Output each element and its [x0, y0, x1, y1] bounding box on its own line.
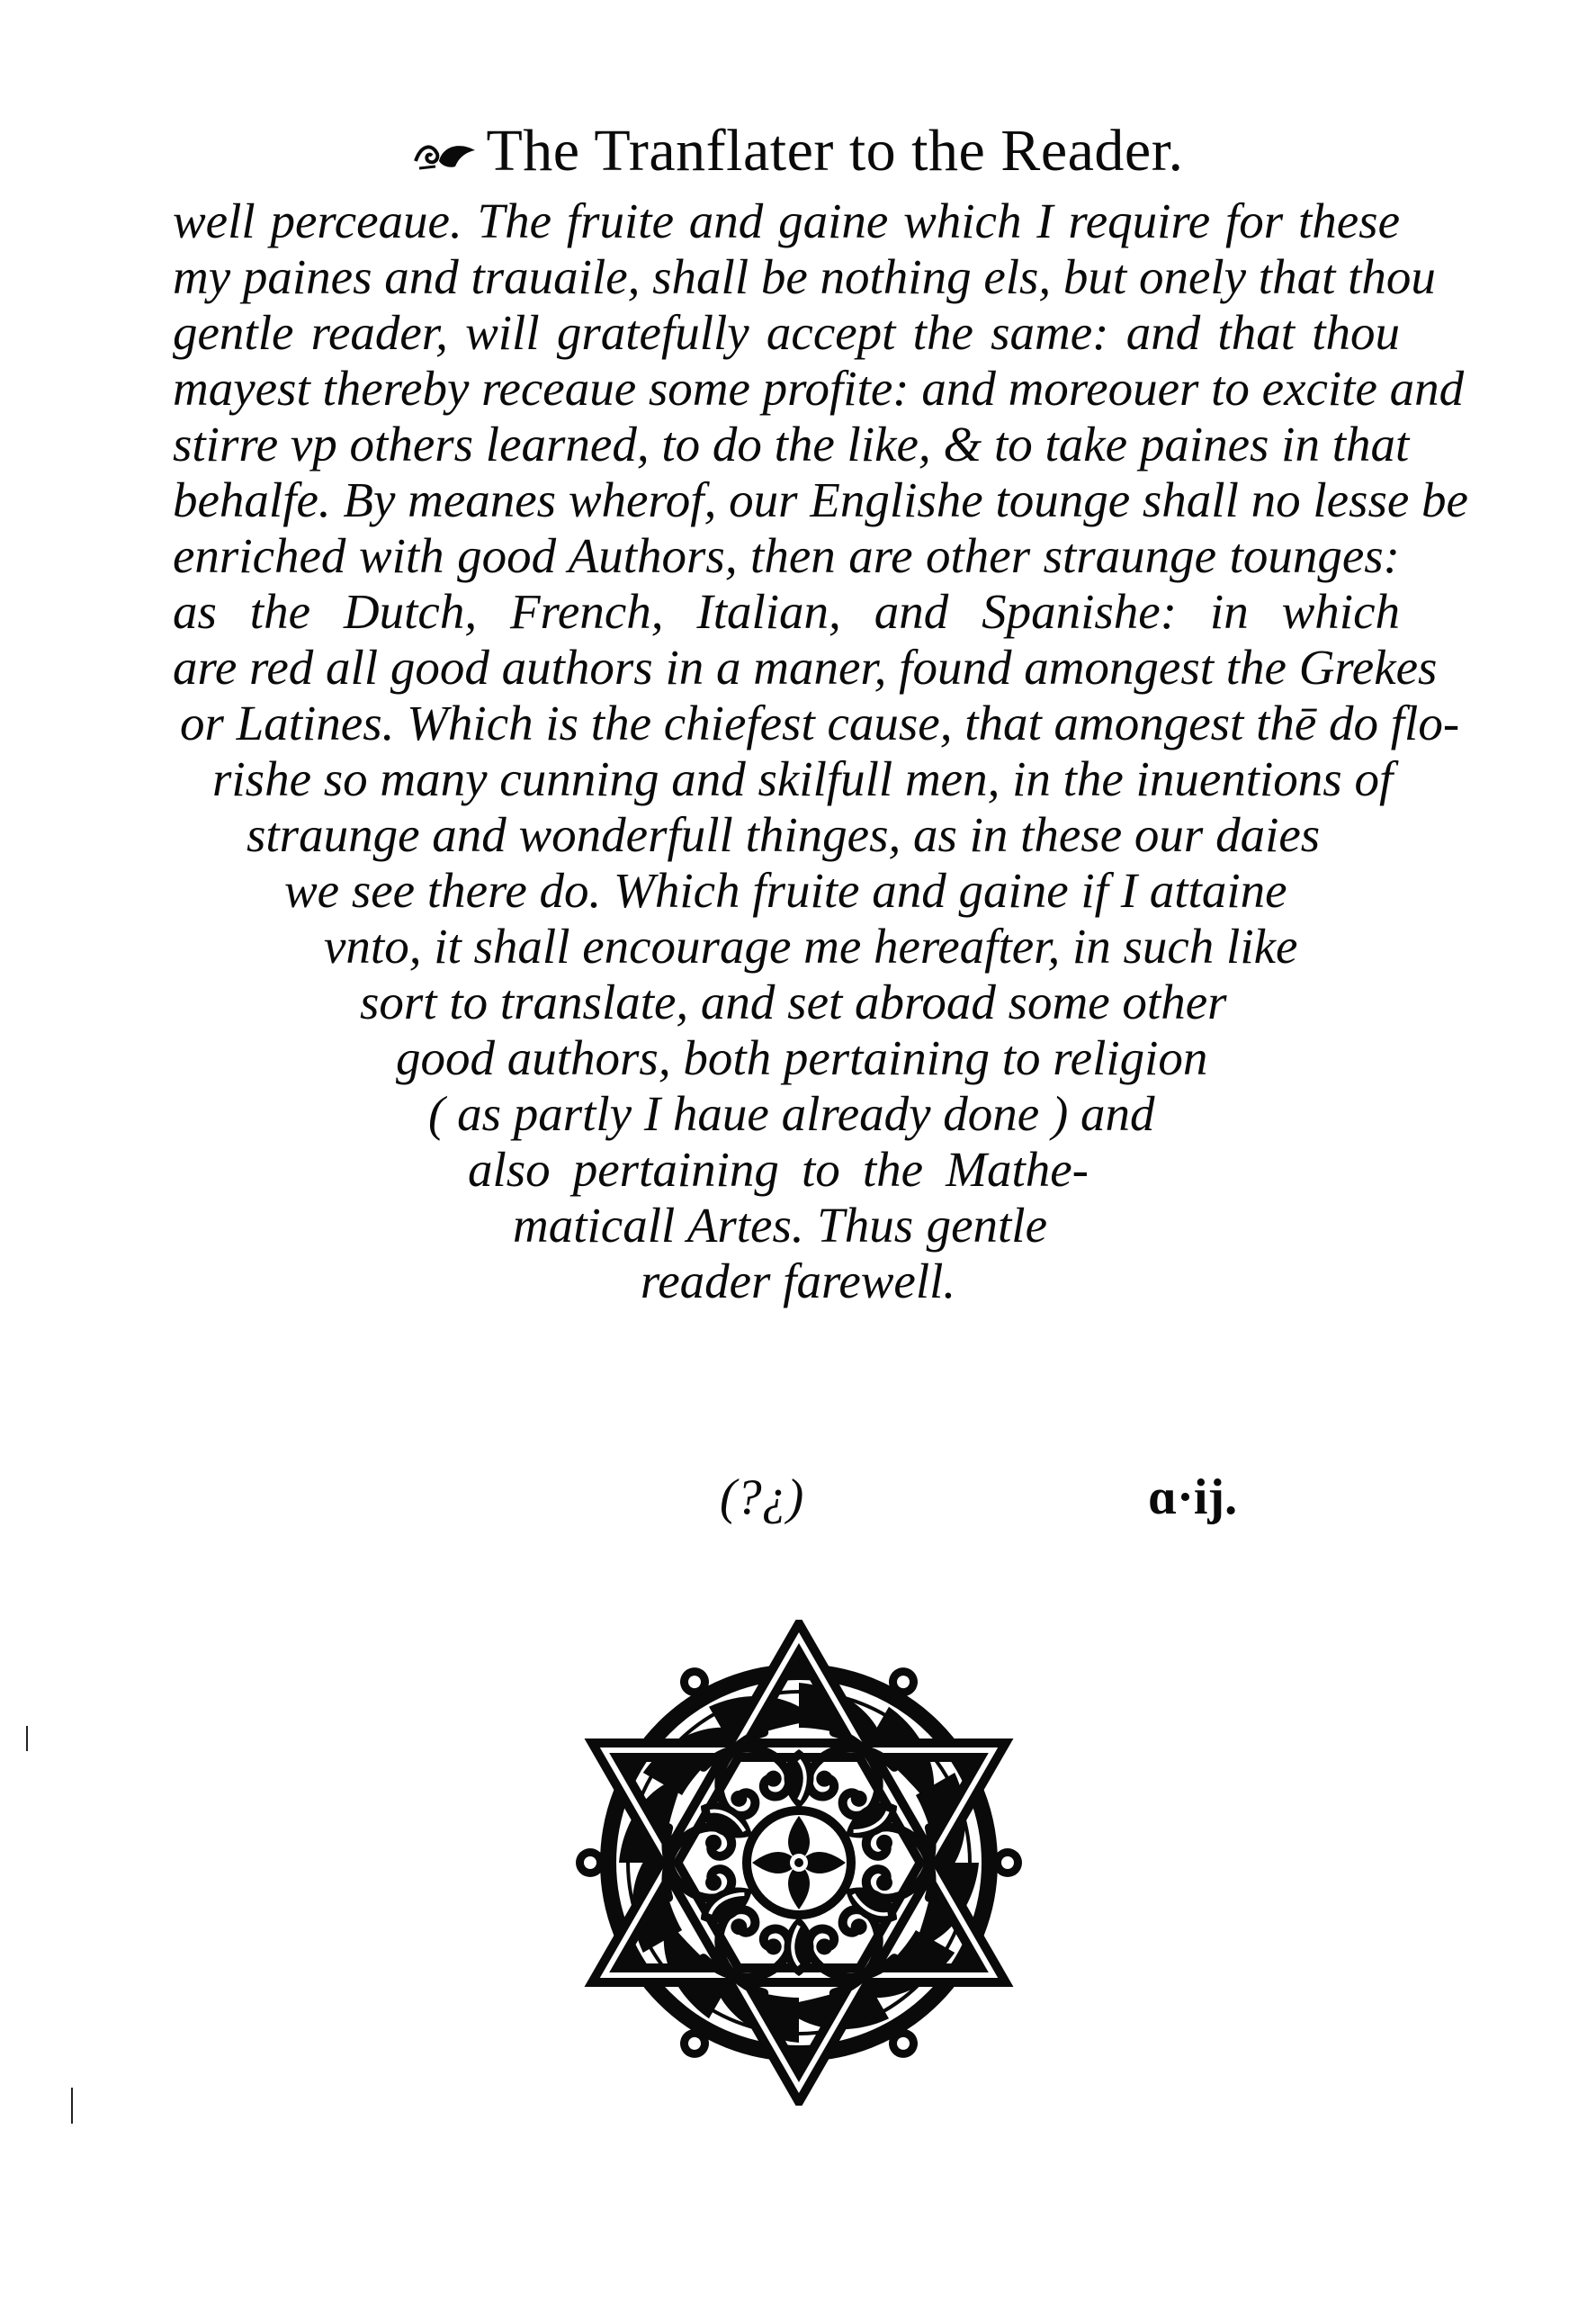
text-line: also pertaining to the Mathe- [468, 1142, 1089, 1197]
text-line: or Latines. Which is the chiefest cause, that amongest thē do flo- [180, 696, 1460, 750]
page-title: The Tranflater to the Reader. [486, 118, 1184, 184]
text-line: reader farewell. [640, 1253, 956, 1308]
text-line: behalfe. By meanes wherof, our Englishe tounge shall no lesse be [173, 472, 1468, 527]
text-line: good authors, both pertaining to religion [396, 1030, 1208, 1085]
text-line: enriched with good Authors, then are other straunge tounges: [173, 528, 1400, 583]
margin-mark [71, 2088, 73, 2124]
text-line: maticall Artes. Thus gentle [513, 1198, 1047, 1253]
text-line: ( as partly I haue already done ) and [428, 1086, 1155, 1141]
printers-ornament-icon [556, 1620, 1042, 2106]
text-line: gentle reader, will gratefully accept the same: and that thou [173, 305, 1400, 360]
text-line: well perceaue. The fruite and gaine which I require for these [173, 193, 1400, 248]
text-line: stirre vp others learned, to do the like, & to take paines in that [173, 417, 1410, 472]
text-line: we see there do. Which fruite and gaine if I attaine [284, 863, 1287, 918]
text-line: as the Dutch, French, Italian, and Spanishe: in which [173, 584, 1400, 639]
signature-mark: (?¿) [720, 1469, 804, 1525]
text-line: are red all good authors in a maner, found amongest the Grekes [173, 640, 1438, 695]
text-line: my paines and trauaile, shall be nothing els, but onely that thou [173, 249, 1436, 304]
text-line: vnto, it shall encourage me hereafter, in such like [324, 919, 1298, 974]
page-header [0, 115, 1596, 187]
text-line: sort to translate, and set abroad some other [360, 975, 1227, 1029]
fleuron-icon [412, 134, 480, 174]
margin-mark [26, 1726, 28, 1751]
page-signature: ɑ·ij. [1148, 1469, 1238, 1525]
text-line: straunge and wonderfull thinges, as in these our daies [247, 807, 1321, 862]
text-line: rishe so many cunning and skilfull men, in the inuentions of [212, 751, 1394, 806]
text-line: mayest thereby receaue some profite: and moreouer to excite and [173, 361, 1465, 416]
